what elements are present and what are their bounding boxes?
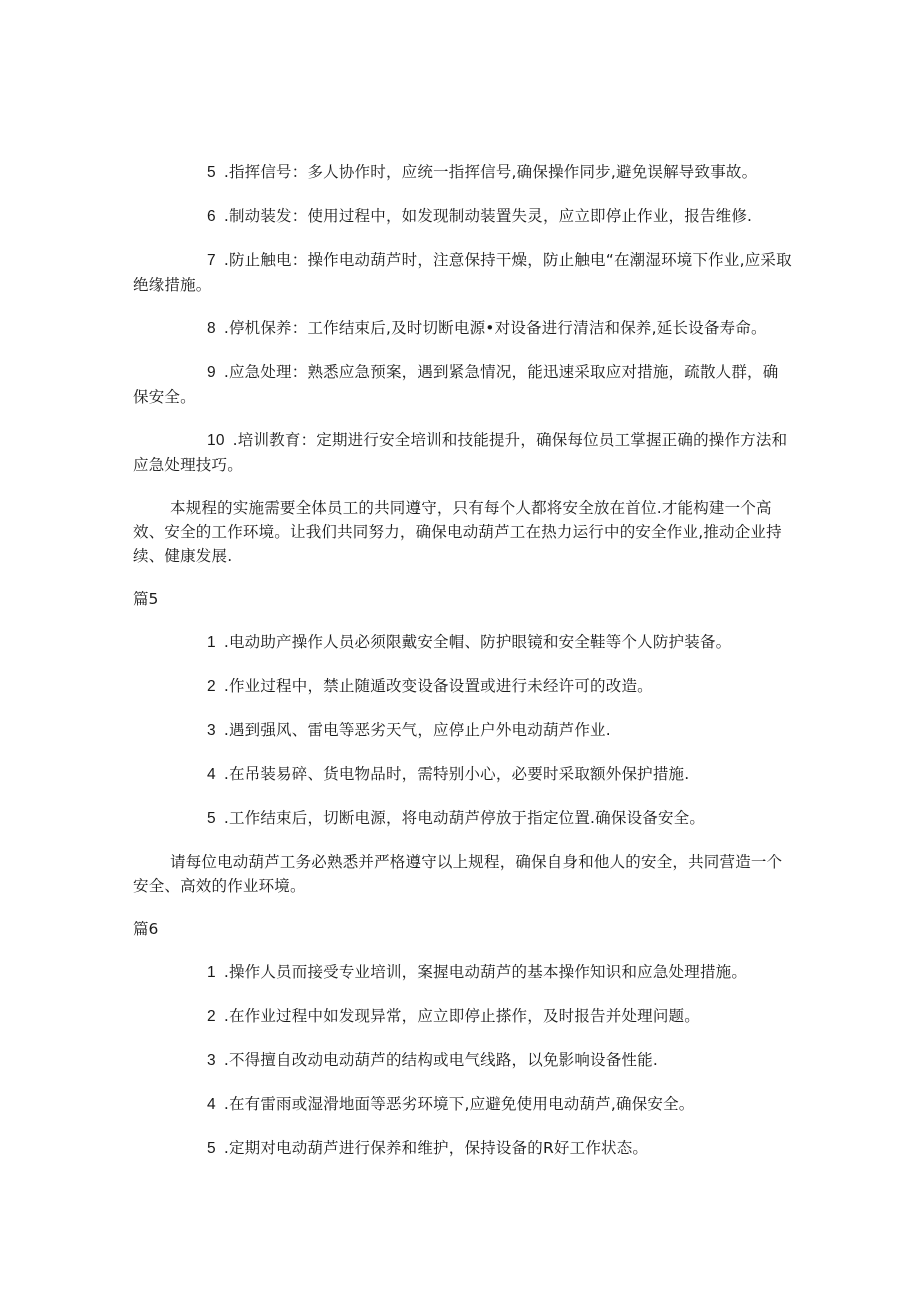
item-text: .不得擅自改动电动葫芦的结构或电气线路，以免影响设备性能. (223, 1051, 658, 1069)
list-item (133, 674, 793, 699)
item-text: .应急处理：熟悉应急预案，遇到紧急情况，能迅速采取应对措施，疏散人群，确保安全。 (133, 363, 779, 406)
item-text: .停机保养：工作结束后,及时切断电源•对设备进行清洁和保养,延长设备寿命。 (223, 319, 767, 337)
item-number: 2 (207, 678, 216, 695)
item-number: 5 (207, 1140, 216, 1157)
list-item (133, 762, 793, 787)
list-item (133, 428, 793, 477)
section-heading: 篇5 (133, 590, 159, 608)
list-item (133, 1136, 793, 1161)
item-text: .在作业过程中如发现异常，应立即停止搽作，及时报告并处理问题。 (223, 1007, 700, 1025)
list-item (133, 718, 793, 743)
list-item (133, 960, 793, 985)
item-number: 3 (207, 1052, 216, 1069)
list-item (133, 204, 793, 229)
item-number: 5 (207, 164, 216, 181)
section-c (133, 917, 793, 1161)
list-item (133, 248, 793, 297)
document-body (133, 160, 793, 1180)
item-text: .在有雷雨或湿滑地面等恶劣环境下,应避免使用电动葫芦,确保安全。 (223, 1095, 695, 1113)
item-text: .在吊装易碎、货电物品时，需特别小心，必要时采取额外保护措施. (223, 765, 690, 783)
item-text: .指挥信号：多人协作时，应统一指挥信号,确保操作同步,避免误解导致事故。 (223, 163, 758, 181)
item-text: .遇到强风、雷电等恶劣天气，应停止户外电动葫芦作业. (223, 721, 611, 739)
item-text: .作业过程中，禁止随遁改变设备设置或进行未经许可的改造。 (223, 677, 653, 695)
closing-paragraph: 请每位电动葫芦工务必熟悉并严格遵守以上规程，确保自身和他人的安全，共同营造一个安全、高效的作业环境。 (133, 853, 783, 895)
list-item (133, 360, 793, 409)
item-text: .定期对电动葫芦进行保养和维护，保持设备的R好工作状态。 (223, 1139, 649, 1157)
item-text: .电动助产操作人员必须限戴安全帽、防护眼镜和安全鞋等个人防护装备。 (223, 633, 732, 651)
list-item (133, 1048, 793, 1073)
item-number: 2 (207, 1008, 216, 1025)
item-text: .工作结束后，切断电源，将电动葫芦停放于指定位置.确保设备安全。 (223, 809, 706, 827)
list-item (133, 1092, 793, 1117)
item-number: 10 (207, 432, 225, 449)
item-number: 1 (207, 964, 216, 981)
section-b (133, 587, 793, 898)
item-number: 3 (207, 722, 216, 739)
closing-paragraph: 本规程的实施需要全体员工的共同遵守，只有每个人都将安全放在首位.才能构建一个高效、安全的工作环境。让我们共同努力，确保电动葫芦工在热力运行中的安全作业,推动企业持续、健康发展. (133, 499, 782, 565)
item-number: 4 (207, 1096, 216, 1113)
list-item (133, 1004, 793, 1029)
item-number: 8 (207, 320, 216, 337)
item-number: 5 (207, 810, 216, 827)
section-heading: 篇6 (133, 920, 159, 938)
item-number: 1 (207, 634, 216, 651)
section-a (133, 160, 793, 568)
item-text: .防止触电：操作电动葫芦时，注意保持干燥，防止触电“在潮湿环境下作业,应采取绝缘措施。 (133, 251, 792, 294)
list-item (133, 160, 793, 185)
item-number: 9 (207, 364, 216, 381)
item-text: .操作人员而接受专业培训，案握电动葫芦的基本操作知识和应急处理措施。 (223, 963, 748, 981)
item-text: .制动装发：使用过程中，如发现制动装置失灵，应立即停止作业，报告维修. (223, 207, 753, 225)
item-number: 7 (207, 252, 216, 269)
list-item (133, 316, 793, 341)
item-number: 4 (207, 766, 216, 783)
item-text: .培训教育：定期进行安全培训和技能提升，确保每位员工掌握正确的操作方法和应急处理技巧。 (133, 431, 788, 474)
item-number: 6 (207, 208, 216, 225)
list-item (133, 806, 793, 831)
list-item (133, 630, 793, 655)
